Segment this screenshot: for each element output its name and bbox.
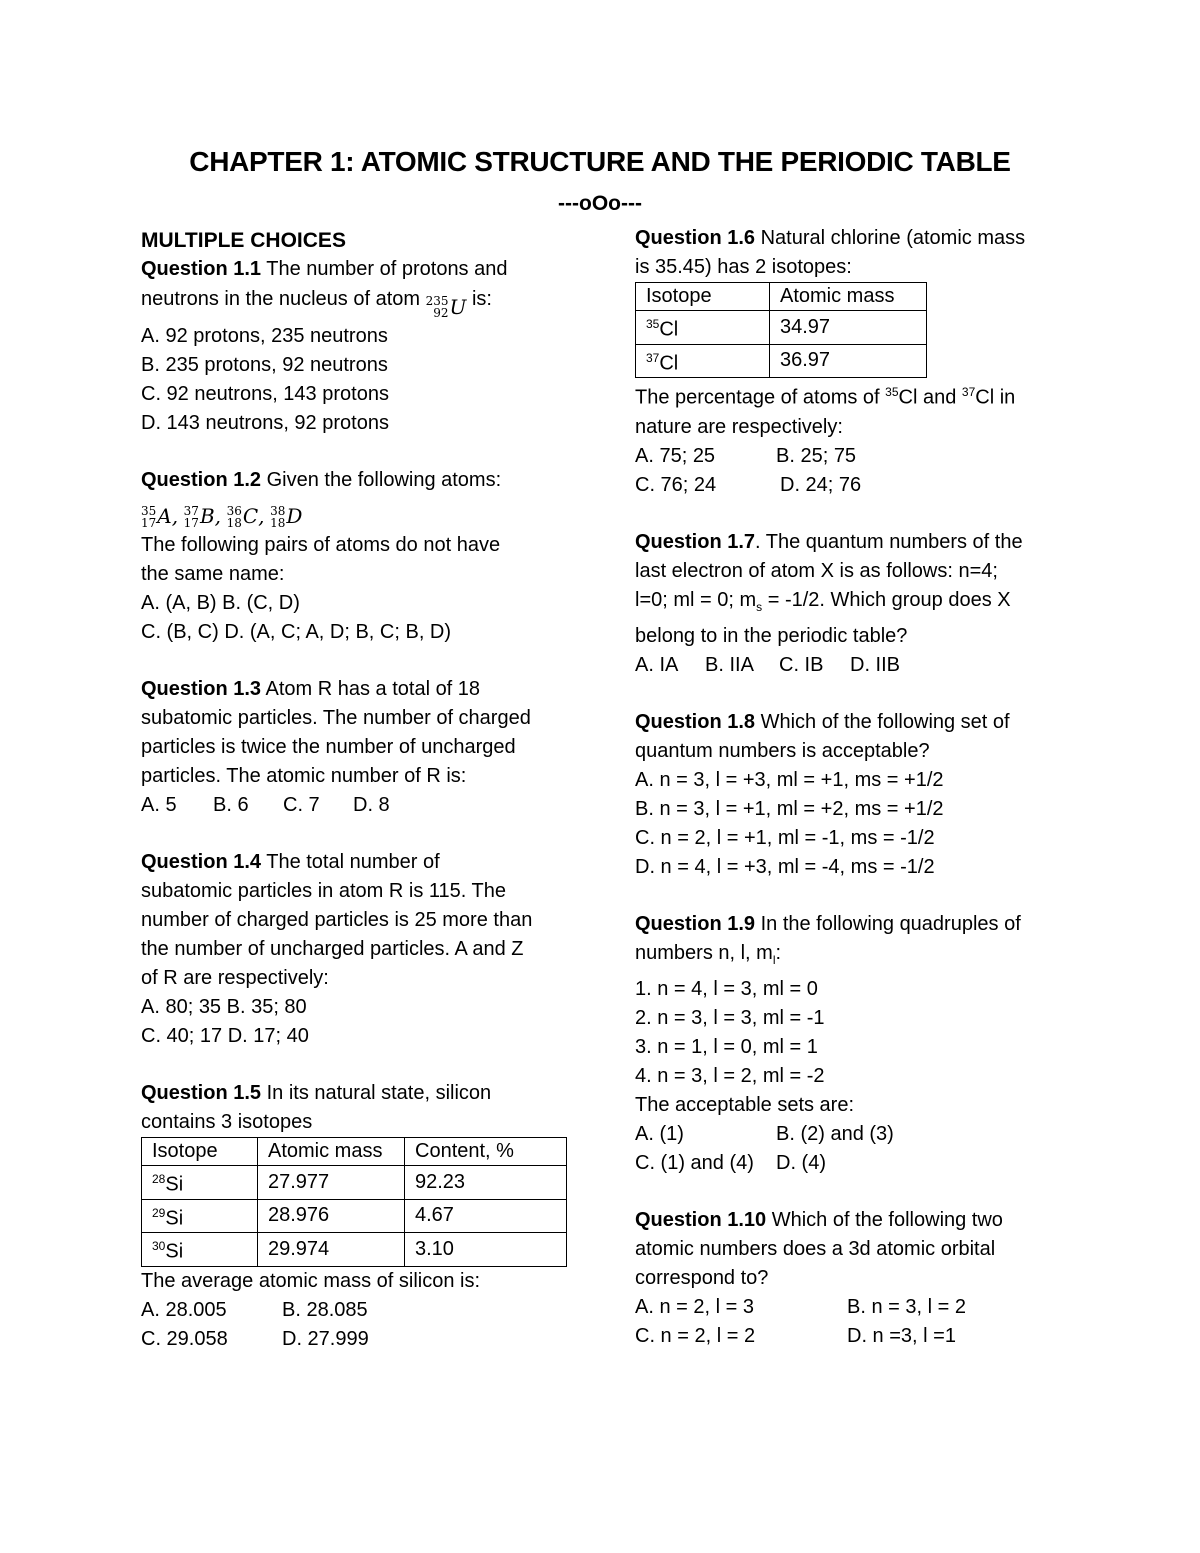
element-symbol: B — [199, 504, 215, 528]
table-row — [142, 1166, 567, 1200]
options-row — [141, 791, 581, 820]
question-label: Question 1.6 — [635, 227, 756, 249]
question-text: Which of the following two — [766, 1208, 1003, 1231]
table-header-cell: Isotope — [636, 283, 770, 311]
options-row — [635, 1322, 1075, 1351]
question-text: Atom R has a total of 18 — [261, 678, 481, 700]
options-row — [635, 471, 1075, 500]
question-text: The percentage of atoms of — [635, 386, 886, 409]
table-header-row — [636, 283, 927, 311]
table-cell: 28.976 — [258, 1199, 405, 1233]
option: D. 8 — [353, 794, 390, 816]
option: B. 6 — [213, 794, 249, 816]
mass-number: 36 — [226, 503, 242, 518]
table-row — [636, 311, 927, 345]
question-text: number of charged particles is 25 more than — [141, 909, 533, 931]
options-row — [635, 1293, 1075, 1322]
table-cell: 4.67 — [405, 1199, 567, 1233]
question-text: The total number of — [261, 851, 440, 873]
list-item: 4. n = 3, l = 2, ml = -2 — [635, 1064, 825, 1087]
comma: , — [214, 504, 221, 528]
question-text: belong to in the periodic table? — [635, 624, 908, 647]
question-text: numbers n, l, m — [635, 941, 773, 964]
question-label: Question 1.1 — [141, 258, 262, 280]
mass-number: 38 — [270, 503, 286, 518]
option: C. 92 neutrons, 143 protons — [141, 382, 389, 405]
question-text: of R are respectively: — [141, 967, 329, 989]
option: A. 80; 35 B. 35; 80 — [141, 996, 307, 1018]
table-cell — [636, 311, 770, 345]
nuclide-symbol — [184, 502, 221, 531]
title-separator: ---oOo--- — [558, 192, 642, 215]
question-1-5 — [141, 1079, 581, 1354]
table-row — [142, 1233, 567, 1267]
table-cell: 36.97 — [770, 344, 927, 378]
question-label: Question 1.9 — [635, 912, 756, 935]
mass-number: 37 — [183, 503, 199, 518]
question-text: particles. The atomic number of R is: — [141, 765, 467, 787]
mass-number: 29 — [152, 1205, 166, 1220]
silicon-isotope-table — [141, 1137, 567, 1267]
question-text: l=0; ml = 0; m — [635, 588, 757, 611]
question-text: the number of uncharged particles. A and Z — [141, 938, 524, 960]
option: C. (1) and (4) — [635, 1151, 754, 1174]
atomic-number: 17 — [183, 515, 199, 530]
table-header-cell: Isotope — [142, 1138, 258, 1166]
question-text: The following pairs of atoms do not have — [141, 534, 501, 556]
element-symbol: Cl — [659, 352, 679, 375]
question-label: Question 1.3 — [141, 678, 262, 700]
option: D. 143 neutrons, 92 protons — [141, 411, 389, 434]
table-cell: 92.23 — [405, 1166, 567, 1200]
nuclide-list — [141, 495, 581, 532]
question-text: nature are respectively: — [635, 415, 843, 438]
comma: , — [171, 504, 179, 528]
element-symbol: Cl — [659, 318, 679, 341]
option: A. (A, B) B. (C, D) — [141, 592, 300, 614]
comma: , — [258, 504, 265, 528]
option: B. (2) and (3) — [776, 1122, 894, 1145]
question-text: last electron of atom X is as follows: n=4; — [635, 559, 998, 582]
option: B. 235 protons, 92 neutrons — [141, 353, 388, 376]
question-text: Given the following atoms: — [261, 468, 502, 491]
question-1-6 — [635, 224, 1075, 500]
element-symbol: C — [242, 504, 259, 528]
chapter-title: CHAPTER 1: ATOMIC STRUCTURE AND THE PERIODIC TABLE — [189, 146, 1011, 177]
question-label: Question 1.10 — [635, 1208, 767, 1231]
question-text: quantum numbers is acceptable? — [635, 739, 930, 762]
question-text: The number of protons and — [261, 258, 508, 280]
table-cell — [142, 1166, 258, 1200]
question-text: . The quantum numbers of the — [755, 530, 1023, 553]
option: A. 92 protons, 235 neutrons — [141, 324, 388, 347]
question-text: In its natural state, silicon — [261, 1082, 492, 1104]
mass-number: 37 — [961, 385, 976, 400]
option: C. n = 2, l = 2 — [635, 1324, 756, 1347]
subscript: l — [772, 952, 776, 967]
question-1-10 — [635, 1206, 1075, 1351]
option: D. n = 4, l = +3, ml = -4, ms = -1/2 — [635, 855, 935, 878]
list-item: 2. n = 3, l = 3, ml = -1 — [635, 1006, 825, 1029]
table-row — [142, 1199, 567, 1233]
option: A. (1) — [635, 1122, 684, 1145]
question-text: = -1/2. Which group does X — [762, 588, 1011, 611]
element-symbol: A — [157, 504, 172, 528]
question-text: subatomic particles in atom R is 115. The — [141, 880, 506, 902]
element-symbol: D — [286, 504, 303, 528]
element-symbol: Si — [165, 1240, 184, 1263]
table-header-cell: Content, % — [405, 1138, 567, 1166]
table-cell: 3.10 — [405, 1233, 567, 1267]
question-label: Question 1.8 — [635, 710, 756, 733]
left-column — [141, 226, 581, 1382]
question-text: contains 3 isotopes — [141, 1111, 313, 1133]
option: D. n =3, l =1 — [847, 1324, 956, 1347]
atomic-number: 92 — [433, 306, 449, 320]
option: D. (4) — [776, 1151, 826, 1174]
element-symbol: Si — [165, 1207, 184, 1230]
mass-number: 35 — [646, 317, 660, 331]
nuclide-symbol — [227, 502, 265, 531]
options-row — [635, 1120, 1075, 1149]
option: A. 5 — [141, 794, 177, 816]
list-item: 1. n = 4, l = 3, ml = 0 — [635, 977, 818, 1000]
question-text: the same name: — [141, 563, 285, 585]
options-row — [141, 1296, 581, 1325]
question-1-3 — [141, 675, 581, 820]
section-heading: MULTIPLE CHOICES — [141, 229, 346, 252]
table-cell: 27.977 — [258, 1166, 405, 1200]
options-row — [141, 1325, 581, 1354]
question-1-7 — [635, 528, 1075, 680]
question-text: subatomic particles. The number of charged — [141, 707, 531, 729]
right-column — [635, 224, 1075, 1379]
question-label: Question 1.5 — [141, 1082, 262, 1104]
atomic-number: 18 — [226, 515, 242, 530]
question-text: Which of the following set of — [755, 710, 1010, 733]
option: B. 28.085 — [282, 1298, 368, 1321]
question-1-4 — [141, 848, 581, 1051]
question-1-9 — [635, 910, 1075, 1178]
option: C. 40; 17 D. 17; 40 — [141, 1025, 309, 1047]
question-text: Natural chlorine (atomic mass — [755, 227, 1026, 249]
option: C. (B, C) D. (A, C; A, D; B, C; B, D) — [141, 621, 452, 643]
question-1-2 — [141, 466, 581, 648]
question-text: Cl and — [898, 386, 962, 409]
option: B. n = 3, l = +1, ml = +2, ms = +1/2 — [635, 797, 944, 820]
question-text: neutrons in the nucleus of atom — [141, 288, 426, 310]
question-text: In the following quadruples of — [755, 912, 1021, 935]
option: A. 75; 25 — [635, 444, 716, 467]
table-cell — [636, 344, 770, 378]
option: B. IIA — [705, 653, 754, 676]
option: B. n = 3, l = 2 — [847, 1295, 966, 1318]
option: C. 29.058 — [141, 1327, 228, 1350]
mass-number: 35 — [885, 385, 899, 400]
option: D. 27.999 — [282, 1327, 369, 1350]
question-label: Question 1.7 — [635, 530, 756, 553]
mass-number: 235 — [425, 294, 449, 308]
option: A. 28.005 — [141, 1298, 227, 1321]
question-text: : — [775, 941, 782, 964]
mass-number: 28 — [152, 1172, 166, 1186]
question-1-8 — [635, 708, 1075, 882]
list-item: 3. n = 1, l = 0, ml = 1 — [635, 1035, 818, 1058]
option: C. 7 — [283, 794, 320, 816]
element-symbol: Si — [165, 1173, 184, 1196]
mass-number: 37 — [646, 350, 660, 365]
nuclide-symbol — [426, 293, 467, 322]
table-cell — [142, 1233, 258, 1267]
question-label: Question 1.4 — [141, 851, 262, 873]
nuclide-symbol — [141, 502, 178, 531]
option: C. 76; 24 — [635, 473, 717, 496]
atomic-number: 18 — [270, 515, 286, 530]
question-text: particles is twice the number of uncharged — [141, 736, 516, 758]
question-text: is: — [466, 288, 492, 310]
table-header-cell: Atomic mass — [258, 1138, 405, 1166]
question-text: correspond to? — [635, 1266, 769, 1289]
question-text: is 35.45) has 2 isotopes: — [635, 256, 852, 278]
question-text: The acceptable sets are: — [635, 1093, 855, 1116]
table-row — [636, 344, 927, 378]
option: A. IA — [635, 653, 679, 676]
question-text: The average atomic mass of silicon is: — [141, 1269, 481, 1292]
atomic-number: 17 — [141, 515, 157, 530]
table-cell — [142, 1199, 258, 1233]
question-label: Question 1.2 — [141, 468, 262, 491]
chlorine-isotope-table — [635, 282, 927, 378]
option: C. n = 2, l = +1, ml = -1, ms = -1/2 — [635, 826, 935, 849]
table-cell: 29.974 — [258, 1233, 405, 1267]
options-row — [635, 442, 1075, 471]
option: A. n = 3, l = +3, ml = +1, ms = +1/2 — [635, 768, 944, 791]
option: D. IIB — [850, 653, 901, 676]
table-cell: 34.97 — [770, 311, 927, 345]
option: B. 25; 75 — [776, 444, 857, 467]
option: D. 24; 76 — [780, 473, 862, 496]
mass-number: 30 — [152, 1239, 166, 1254]
option: C. IB — [779, 653, 824, 676]
subscript: s — [756, 599, 763, 614]
option: A. n = 2, l = 3 — [635, 1295, 754, 1318]
nuclide-symbol — [270, 502, 302, 531]
question-text: Cl in — [975, 386, 1016, 409]
table-header-cell: Atomic mass — [770, 283, 927, 311]
element-symbol: U — [449, 294, 467, 319]
options-row — [635, 651, 1075, 680]
options-row — [635, 1149, 1075, 1178]
mass-number: 35 — [141, 503, 157, 518]
question-1-1 — [141, 255, 581, 438]
table-header-row — [142, 1138, 567, 1166]
question-text: atomic numbers does a 3d atomic orbital — [635, 1237, 996, 1260]
